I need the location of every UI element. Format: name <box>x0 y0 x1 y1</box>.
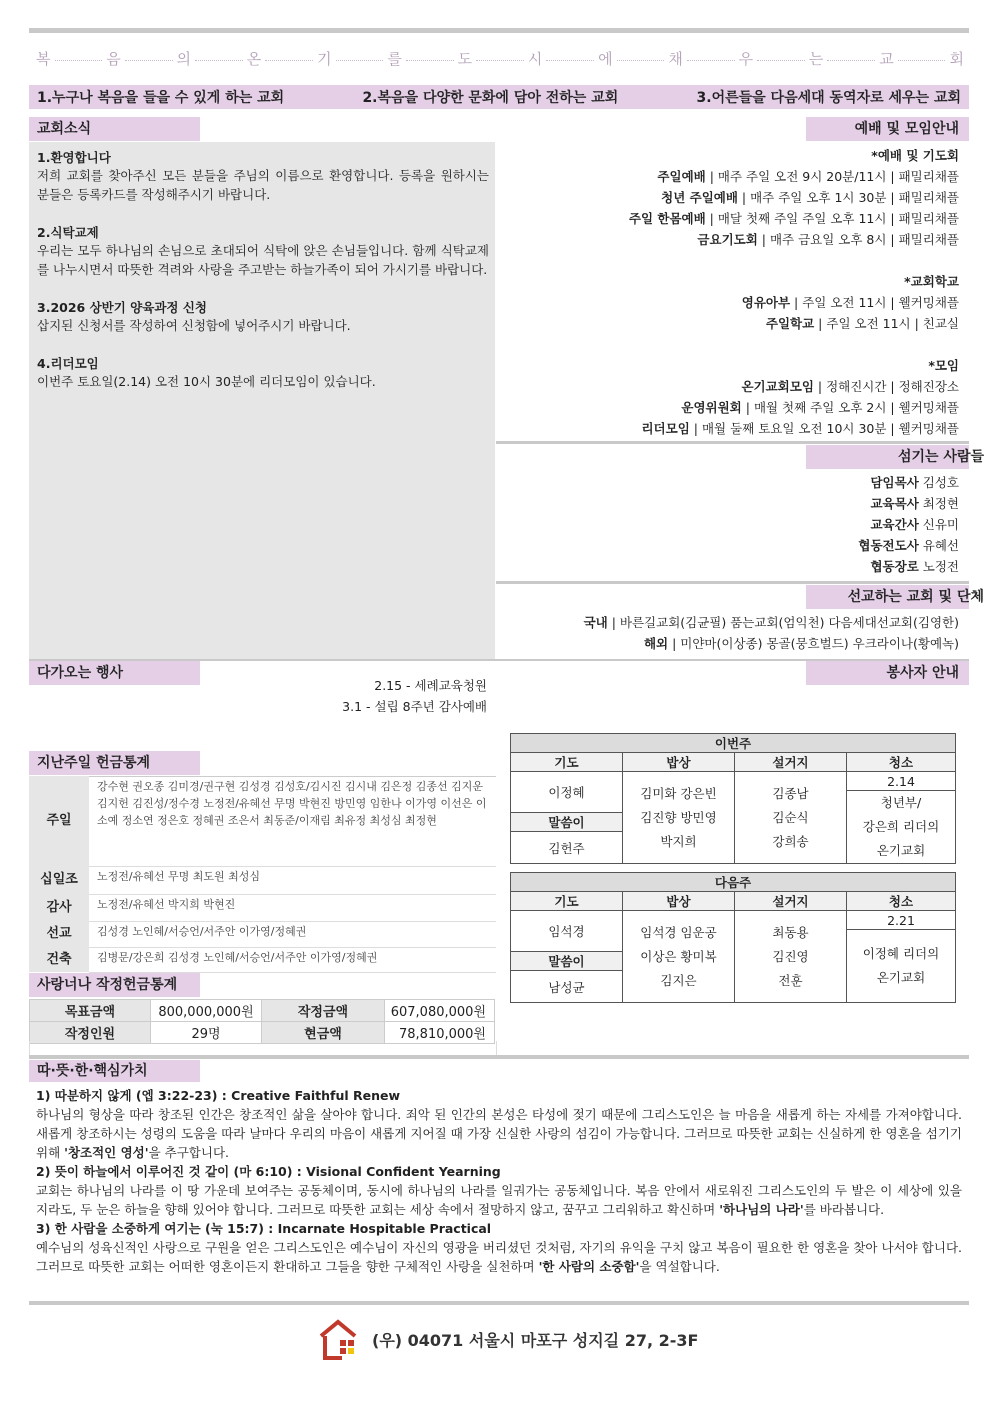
tw-dish-3: 강희송 <box>772 833 809 849</box>
vision-2: 2.복음을 다양한 문화에 담아 전하는 교회 <box>362 90 619 106</box>
offering-names: 노정전/유혜선 무명 최도원 최성심 <box>97 870 260 883</box>
church-logo-icon <box>318 1318 358 1362</box>
separator: | <box>813 379 827 394</box>
servant-item <box>858 514 959 535</box>
nw-word-label: 말씀이 <box>511 952 623 971</box>
motto-dots <box>617 60 665 61</box>
event-2: 3.1 - 설립 8주년 감사예배 <box>342 699 487 714</box>
tw-meal-3: 박지희 <box>660 833 697 849</box>
separator: | <box>790 295 803 310</box>
schedule-name: 주일예배 <box>657 169 706 184</box>
news-3-title: 3.2026 상반기 양육과정 신청 <box>37 300 207 315</box>
separator: | <box>737 190 751 205</box>
schedule-info: 매월 첫째 주일 오후 2시 | 웰커밍채플 <box>753 400 959 415</box>
offering-names: 김병문/강은희 김성경 노인혜/서승언/서주안 이가영/정혜권 <box>97 951 378 964</box>
mission-label: 국내 <box>583 615 608 630</box>
servant-item <box>858 556 959 577</box>
motto-dots <box>898 60 946 61</box>
news-header: 교회소식 <box>37 121 92 137</box>
servant-role: 교육목사 <box>870 496 919 511</box>
event-1: 2.15 - 세례교육청원 <box>374 678 487 693</box>
motto-char: 는 <box>808 49 824 68</box>
value-body <box>36 1181 962 1219</box>
schedule-name: 온기교회모임 <box>741 379 814 394</box>
servant-item <box>858 535 959 556</box>
values-header: 따·뜻·한·핵심가치 <box>37 1063 148 1079</box>
address: (우) 04071 서울시 마포구 성지길 27, 2-3F <box>372 1331 699 1350</box>
tw-clean-date: 2.14 <box>847 772 956 791</box>
tw-meal-1: 김미화 강은빈 <box>640 785 717 801</box>
schedule-item <box>629 418 959 439</box>
news-1-title: 1.환영합니다 <box>37 150 111 165</box>
schedule-item <box>629 229 959 250</box>
servant-item <box>858 493 959 514</box>
schedule-item <box>629 376 959 397</box>
news-list <box>37 148 489 391</box>
nw-meal-3: 김지은 <box>660 972 697 988</box>
schedule-item <box>629 397 959 418</box>
value-title: 2) 뜻이 하늘에서 이루어진 것 같이 (마 6:10) : Visional Confident Yearning <box>36 1164 501 1179</box>
nw-dish-2: 김진영 <box>772 948 809 964</box>
mission-label: 해외 <box>643 636 669 651</box>
value-title: 3) 한 사람을 소중하게 여기는 (눅 15:7) : Incarnate Hospitable Practical <box>36 1221 492 1236</box>
value-emphasis: '하나님의 나라' <box>719 1202 804 1217</box>
value-tail: 를 바라봅니다. <box>803 1202 885 1217</box>
missions-list <box>584 612 959 654</box>
value-emphasis: '창조적인 영성' <box>64 1145 149 1160</box>
nw-clean-1: 이정혜 리더의 <box>862 946 940 961</box>
tw-meal <box>623 772 735 864</box>
separator: | <box>668 636 681 651</box>
value-tail: 을 역설합니다. <box>639 1259 720 1274</box>
news-4-title: 4.리더모임 <box>37 356 99 371</box>
separator: | <box>814 316 827 331</box>
goal-value: 800,000,000원 <box>151 1000 262 1022</box>
nw-clean-2: 온기교회 <box>876 970 926 985</box>
mission-text: 미얀마(이상종) 몽골(뭉흐벌드) 우크라이나(황예녹) <box>680 636 959 651</box>
news-2-title: 2.식탁교제 <box>37 225 99 240</box>
servant-role: 교육간사 <box>870 517 919 532</box>
worship-sub-1: *예배 및 기도회 <box>871 148 959 163</box>
servant-role: 협동전도사 <box>858 538 919 553</box>
value-title: 1) 따분하지 않게 (엡 3:22-23) : Creative Faithful Renew <box>36 1088 401 1103</box>
servants-list <box>858 472 959 577</box>
tw-h-dish: 설거지 <box>735 753 847 772</box>
schedule-info: 주일 오전 11시 | 친교실 <box>826 316 959 331</box>
offering-names: 강수현 권오종 김미경/권구현 김성경 김성호/김시진 김시내 김은정 김종선 김지운 김지헌 김진성/정수경 노정전/유혜선 무명 박현진 방민영 임한나 이가영 이선은 이소예 정소연 정은호 정혜권 조은서 최동준/이재림 최유정 최성심 최정현 <box>97 780 487 827</box>
nw-clean <box>847 930 956 1003</box>
motto-dots <box>476 60 524 61</box>
this-week-title: 이번주 <box>511 734 956 753</box>
nw-prayer: 임석경 <box>511 911 623 952</box>
value-text: 교회는 하나님의 나라를 이 땅 가운데 보여주는 공동체이며, 동시에 하나님의 나라를 일궈가는 공동체입니다. 복음 안에서 새로워진 그리스도인의 두 발은 이 세상에 있을 지라도, 두 눈은 하늘을 향해 있어야 합니다. 그러므로 따뜻한 교회는 세상 속에서 절망하지 않고, 꿈꾸고 그리워하고 확신하며 <box>36 1183 962 1217</box>
building-table <box>29 999 495 1044</box>
news-1-body: 저희 교회를 찾아주신 모든 분들을 주님의 이름으로 환영합니다. 등록을 원하시는 분들은 등록카드를 작성해주시기 바랍니다. <box>37 168 489 202</box>
nw-meal-1: 임석경 임운공 <box>640 924 717 940</box>
bottom-rule <box>29 1301 969 1305</box>
worship-info <box>629 145 959 439</box>
tw-dish <box>735 772 847 864</box>
tw-word-label: 말씀이 <box>511 813 623 832</box>
volunteers-this-week <box>510 733 956 864</box>
motto-char: 시 <box>527 49 543 68</box>
servant-name: 유혜선 <box>922 538 959 553</box>
nw-dish-3: 전훈 <box>778 972 803 988</box>
offering-header: 지난주일 헌금통계 <box>37 755 151 771</box>
motto-char: 의 <box>176 49 192 68</box>
servant-name: 김성호 <box>922 475 959 490</box>
offering-row-line <box>89 947 496 948</box>
schedule-name: 주일학교 <box>765 316 815 331</box>
building-header: 사랑너나 작정헌금통계 <box>37 977 178 993</box>
schedule-info: 매주 주일 오전 9시 20분/11시 | 패밀리채플 <box>717 169 959 184</box>
building-spacer <box>29 1041 497 1056</box>
goal-label: 목표금액 <box>30 1000 151 1022</box>
next-week-title: 다음주 <box>511 873 956 892</box>
motto-dots <box>687 60 735 61</box>
offering-label: 주일 <box>46 813 72 828</box>
separator: | <box>705 169 718 184</box>
values-rule <box>29 1055 969 1059</box>
worship-sub-3: *모임 <box>928 358 959 373</box>
schedule-item <box>629 187 959 208</box>
tw-dish-2: 김순식 <box>772 809 809 825</box>
motto-char: 온 <box>246 49 262 68</box>
volunteers-next-week <box>510 872 956 1003</box>
vision-3: 3.어른들을 다음세대 동역자로 세우는 교회 <box>696 90 961 106</box>
schedule-item <box>629 208 959 229</box>
value-body <box>36 1238 962 1276</box>
schedule-info: 매월 둘째 토요일 오전 10시 30분 | 웰커밍채플 <box>701 421 959 436</box>
schedule-info: 매달 첫째 주일 주일 오후 11시 | 패밀리채플 <box>717 211 959 226</box>
nw-dish <box>735 911 847 1003</box>
schedule-name: 리더모임 <box>641 421 690 436</box>
schedule-item <box>629 166 959 187</box>
nw-meal <box>623 911 735 1003</box>
nw-h-meal: 밥상 <box>623 892 735 911</box>
values-list <box>36 1086 962 1276</box>
offering-row-line <box>89 921 496 922</box>
motto-dots <box>336 60 384 61</box>
motto-dots <box>265 60 313 61</box>
cash-label: 현금액 <box>262 1022 385 1044</box>
value-body <box>36 1105 962 1162</box>
mission-item <box>584 633 959 654</box>
offering-label: 건축 <box>46 952 72 967</box>
schedule-name: 주일 한몸예배 <box>628 211 706 226</box>
motto-dots <box>55 60 103 61</box>
motto-dots <box>827 60 875 61</box>
offering-label: 선교 <box>46 926 72 941</box>
motto-dots <box>406 60 454 61</box>
events-header: 다가오는 행사 <box>37 665 124 681</box>
motto-char: 복 <box>36 49 51 68</box>
separator: | <box>689 421 702 436</box>
motto-line <box>36 47 964 69</box>
servant-name: 노정전 <box>922 559 959 574</box>
people-label: 작정인원 <box>30 1022 151 1044</box>
servant-name: 신유미 <box>922 517 959 532</box>
vision-bar <box>29 85 969 109</box>
worship-sub-2: *교회학교 <box>904 274 959 289</box>
missions-header: 선교하는 교회 및 단체 <box>847 589 984 605</box>
news-3-body: 삽지된 신청서를 작성하여 신청함에 넣어주시기 바랍니다. <box>37 318 351 333</box>
cash-value: 78,810,000원 <box>385 1022 495 1044</box>
schedule-info: 매주 주일 오후 1시 30분 | 패밀리채플 <box>750 190 959 205</box>
schedule-info: 매주 금요일 오후 8시 | 패밀리채플 <box>769 232 959 247</box>
volunteers-header: 봉사자 안내 <box>886 665 959 681</box>
motto-char: 에 <box>598 49 613 68</box>
offering-label: 감사 <box>46 900 72 915</box>
tw-h-prayer: 기도 <box>511 753 623 772</box>
nw-dish-1: 최동용 <box>772 924 809 940</box>
servants-rule <box>496 441 969 444</box>
tw-meal-2: 김진향 방민영 <box>640 809 717 825</box>
separator: | <box>741 400 754 415</box>
motto-char: 교 <box>879 49 894 68</box>
motto-char: 회 <box>949 49 964 68</box>
motto-char: 채 <box>668 49 683 68</box>
servant-role: 담임목사 <box>870 475 919 490</box>
nw-clean-date: 2.21 <box>847 911 956 930</box>
nw-meal-2: 이상은 황미복 <box>640 948 717 964</box>
offering-row-line <box>89 866 496 867</box>
motto-char: 우 <box>738 49 754 68</box>
tw-clean-2: 강은희 리더의 <box>862 819 940 834</box>
tw-clean-3: 온기교회 <box>876 843 926 858</box>
tw-prayer: 이정혜 <box>511 772 623 813</box>
schedule-name: 청년 주일예배 <box>661 190 738 205</box>
separator: | <box>705 211 718 226</box>
nw-h-clean: 청소 <box>847 892 956 911</box>
mission-item <box>584 612 959 633</box>
motto-char: 기 <box>317 49 332 68</box>
servant-role: 협동장로 <box>870 559 919 574</box>
value-emphasis: '한 사람의 소중함' <box>538 1259 640 1274</box>
motto-char: 도 <box>457 49 473 68</box>
tw-word: 김헌주 <box>511 832 623 864</box>
schedule-name: 영유아부 <box>741 295 791 310</box>
separator: | <box>607 615 620 630</box>
value-text: 예수님의 성육신적인 사랑으로 구원을 얻은 그리스도인은 예수님이 자신의 영광을 버리셨던 것처럼, 자기의 유익을 구치 않고 복음이 필요한 한 영혼을 찾아 나서야 합니다. 그러므로 따뜻한 교회는 어떠한 영혼이든지 환대하고 그들을 향한 구체적인 사랑을 실천하며 <box>36 1240 962 1274</box>
motto-dots <box>546 60 594 61</box>
news-2-body: 우리는 모두 하나님의 손님으로 초대되어 식탁에 앉은 손님들입니다. 함께 식탁교제를 나누시면서 따뜻한 격려와 사랑을 주고받는 하늘가족이 되어 가시기를 바랍니다. <box>37 243 489 277</box>
pledge-label: 작정금액 <box>262 1000 385 1022</box>
tw-h-clean: 청소 <box>847 753 956 772</box>
people-value: 29명 <box>151 1022 262 1044</box>
events-list <box>342 675 487 717</box>
offering-names: 노정전/유혜선 박지희 박현진 <box>97 898 236 911</box>
offering-label: 십일조 <box>40 872 78 887</box>
servant-name: 최정현 <box>922 496 959 511</box>
mission-text: 바른길교회(김균필) 품는교회(엄익천) 다음세대선교회(김영한) <box>619 615 959 630</box>
motto-dots <box>195 60 243 61</box>
pledge-value: 607,080,000원 <box>385 1000 495 1022</box>
tw-clean <box>847 791 956 864</box>
schedule-info: 정해진시간 | 정해진장소 <box>826 379 959 394</box>
servant-item <box>858 472 959 493</box>
offering-row-line <box>89 894 496 895</box>
tw-h-meal: 밥상 <box>623 753 735 772</box>
offering-names: 김성경 노인혜/서승언/서주안 이가영/정혜권 <box>97 925 307 938</box>
schedule-item <box>629 313 959 334</box>
nw-word: 남성균 <box>511 971 623 1003</box>
value-tail: 을 추구합니다. <box>148 1145 229 1160</box>
worship-header: 예배 및 모임안내 <box>854 121 959 137</box>
schedule-info: 주일 오전 11시 | 웰커밍채플 <box>802 295 959 310</box>
tw-clean-1: 청년부/ <box>880 795 922 810</box>
top-rule <box>29 28 969 33</box>
servants-header: 섬기는 사람들 <box>897 449 984 465</box>
motto-char: 음 <box>106 49 121 68</box>
schedule-item <box>629 292 959 313</box>
value-text: 하나님의 형상을 따라 창조된 인간은 창조적인 삶을 살아야 합니다. 죄악 된 인간의 본성은 타성에 젖기 때문에 그리스도인은 늘 마음을 새롭게 하는 자세를 가져야합니다. 새롭게 창조하시는 성령의 도움을 따라 날마다 우리의 마음이 새롭게 지어질 때 가장 신실한 사랑의 섬김이 가능합니다. 그러므로 따뜻한 교회는 신실하게 한 영혼을 섬기기 위해 <box>36 1107 962 1160</box>
motto-dots <box>757 60 805 61</box>
nw-h-prayer: 기도 <box>511 892 623 911</box>
schedule-name: 금요기도회 <box>697 232 758 247</box>
schedule-name: 운영위원회 <box>681 400 742 415</box>
motto-dots <box>125 60 173 61</box>
missions-rule <box>496 581 969 584</box>
news-4-body: 이번주 토요일(2.14) 오전 10시 30분에 리더모임이 있습니다. <box>37 374 376 389</box>
vision-1: 1.누구나 복음을 들을 수 있게 하는 교회 <box>37 90 285 106</box>
motto-char: 를 <box>387 49 402 68</box>
separator: | <box>757 232 770 247</box>
nw-h-dish: 설거지 <box>735 892 847 911</box>
tw-dish-1: 김종남 <box>772 785 809 801</box>
